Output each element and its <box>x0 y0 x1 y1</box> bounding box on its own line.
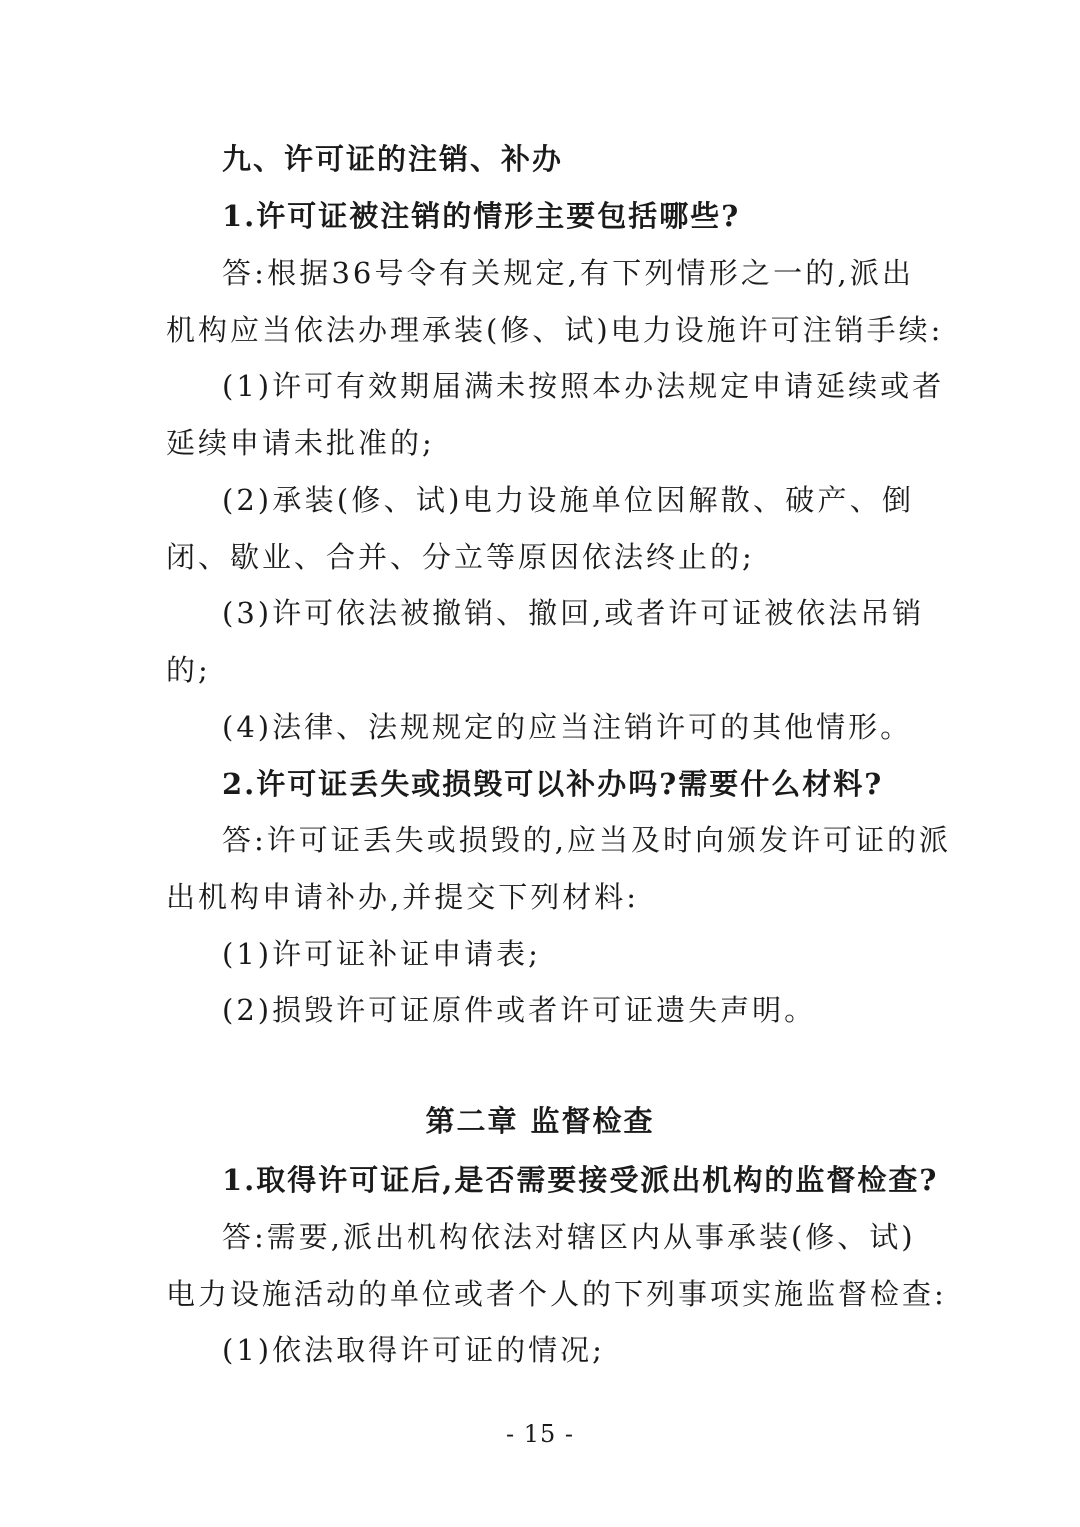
chapter-title: 第二章 监督检查 <box>425 1104 655 1138</box>
list-item-1b: 延续申请未批准的; <box>166 426 435 460</box>
list-item-2a: (2)承装(修、试)电力设施单位因解散、破产、倒 <box>222 483 914 517</box>
chapter-answer-line-1: 答:需要,派出机构依法对辖区内从事承装(修、试) <box>222 1220 916 1254</box>
chapter-question-1: 1.取得许可证后,是否需要接受派出机构的监督检查? <box>222 1163 939 1197</box>
answer-2-line-1: 答:许可证丢失或损毁的,应当及时向颁发许可证的派 <box>222 823 951 857</box>
answer-2-line-2: 出机构申请补办,并提交下列材料: <box>166 880 639 914</box>
list-item-3a: (3)许可依法被撤销、撤回,或者许可证被依法吊销 <box>222 596 925 630</box>
answer-1-line-2: 机构应当依法办理承装(修、试)电力设施许可注销手续: <box>166 313 944 347</box>
chapter-list-item-1: (1)依法取得许可证的情况; <box>222 1333 605 1367</box>
list-item-4: (4)法律、法规规定的应当注销许可的其他情形。 <box>222 710 913 744</box>
question-2: 2.许可证丢失或损毁可以补办吗?需要什么材料? <box>222 767 884 801</box>
list-item-q2-1: (1)许可证补证申请表; <box>222 937 541 971</box>
list-item-2b: 闭、歇业、合并、分立等原因依法终止的; <box>166 540 755 574</box>
page-number: - 15 - <box>505 1420 574 1448</box>
answer-1-line-1: 答:根据36号令有关规定,有下列情形之一的,派出 <box>222 256 914 290</box>
list-item-3b: 的; <box>166 653 211 687</box>
question-1: 1.许可证被注销的情形主要包括哪些? <box>222 199 741 233</box>
chapter-answer-line-2: 电力设施活动的单位或者个人的下列事项实施监督检查: <box>166 1277 947 1311</box>
list-item-1a: (1)许可有效期届满未按照本办法规定申请延续或者 <box>222 369 945 403</box>
section-heading: 九、许可证的注销、补办 <box>222 142 564 176</box>
list-item-q2-2: (2)损毁许可证原件或者许可证遗失声明。 <box>222 993 817 1027</box>
